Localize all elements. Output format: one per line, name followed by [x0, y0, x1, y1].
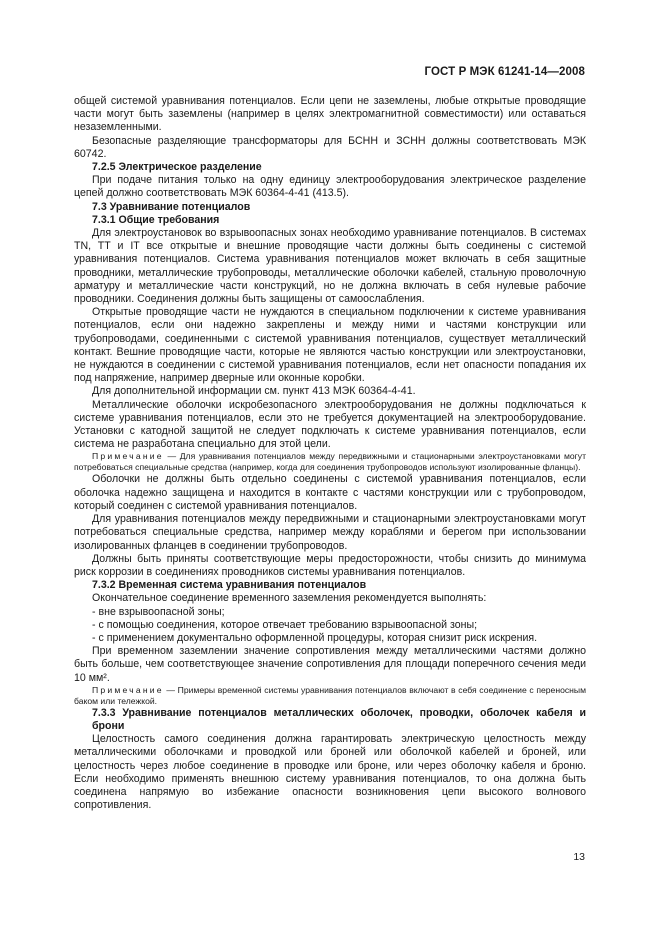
list-item: - с помощью соединения, которое отвечает требованию взрывоопасной зоны; — [92, 618, 478, 631]
section-heading-7-2-5: 7.2.5 Электрическое разделение — [92, 161, 262, 174]
paragraph: Оболочки не должны быть отдельно соединены с системой уравнивания потенциалов, если оболочка надежно защищена и находится в контакте с частями конструкции или с трубопроводом, который соединен с системой уравнивания потенциалов. — [74, 473, 586, 512]
list-item: - с применением документально оформленной процедуры, которая снизит риск искрения. — [92, 631, 538, 644]
paragraph: Для электроустановок во взрывоопасных зонах необходимо уравнивание потенциалов. В системах TN, TT и IT все открытые и внешние проводящие части должны быть соединены с системой уравнивания потенциалов. Система уравнивания потенциалов может включать в себя защитные проводники, металлические трубопроводы, металлические оболочки кабелей, стальную проволочную арматуру и металлические части конструкций, но не должна включать в себя нулевые рабочие проводники. Соединения должны быть защищены от самоослабления. — [74, 227, 586, 306]
note-2 — [74, 685, 586, 707]
section-heading-7-3: 7.3 Уравнивание потенциалов — [92, 200, 251, 213]
page-number: 13 — [573, 851, 585, 863]
note-1 — [74, 451, 586, 473]
paragraph: Целостность самого соединения должна гарантировать электрическую целостность между металлическими оболочками и проводкой или броней или оболочкой кабелей и броней, или целостность через любое соединение в проводке или броне, или через оболочку кабеля и броню. Если необходимо применять внешнюю систему уравнивания потенциалов, то она должна быть соединена напрямую во избежание опасности возникновения цепи высокого волнового сопротивления. — [74, 733, 586, 812]
paragraph: Безопасные разделяющие трансформаторы для БСНН и ЗСНН должны соответствовать МЭК 60742. — [74, 134, 586, 160]
paragraph: Окончательное соединение временного заземления рекомендуется выполнять: — [92, 592, 487, 605]
paragraph: общей системой уравнивания потенциалов. Если цепи не заземлены, любые открытые проводящие части могут быть заземлены (например в целях электромагнитной совместимости) или оставаться незаземленными. — [74, 95, 586, 134]
paragraph: Должны быть приняты соответствующие меры предосторожности, чтобы снизить до минимума риск коррозии в соединениях проводников системы уравнивания потенциалов. — [74, 552, 586, 578]
paragraph: Для дополнительной информации см. пункт 413 МЭК 60364-4-41. — [92, 385, 416, 398]
section-heading-7-3-1: 7.3.1 Общие требования — [92, 213, 220, 226]
document-body — [74, 95, 586, 812]
paragraph: При подаче питания только на одну единицу электрооборудования электрическое разделение цепей должно соответствовать МЭК 60364-4-41 (413.5). — [74, 174, 586, 200]
note-text: — Для уравнивания потенциалов между передвижными и стационарными электроустановками могут потребоваться специальные средства (например, когда для соединения трубопроводов используют изолированные фланцы). — [74, 451, 586, 473]
paragraph: Открытые проводящие части не нуждаются в специальном подключении к системе уравнивания потенциалов, если они надежно закреплены и между ними и частями конструкции или трубопроводами, соединенными с системой уравнивания потенциалов, существует металлический контакт. Вешние проводящие части, которые не являются частью конструкции или электроустановки, не нуждаются в соединении с системой уравнивания потенциалов, если нет опасности попадания их под напряжение, например дверные или оконные коробки. — [74, 306, 586, 385]
section-heading-7-3-2: 7.3.2 Временная система уравнивания потенциалов — [92, 579, 367, 592]
paragraph: Металлические оболочки искробезопасного электрооборудования не должны подключаться к системе уравнивания потенциалов, если это не требуется документацией на электрооборудование. Установки с катодной защитой не следует подключать к системе уравнивания потенциалов, если система не разработана специально для этой цели. — [74, 398, 586, 451]
paragraph: При временном заземлении значение сопротивления между металлическими частями должно быть больше, чем соответствующее значение сопротивления для площади поперечного сечения меди 10 мм². — [74, 645, 586, 684]
note-text: — Примеры временной системы уравнивания потенциалов включают в себя соединение с переносным баком или тележкой. — [74, 684, 586, 706]
paragraph: Для уравнивания потенциалов между передвижными и стационарными электроустановками могут потребоваться специальные средства, например между кораблями и берегом при использовании изолированных фланцев в соединении трубопроводов. — [74, 513, 586, 552]
section-heading-7-3-3: 7.3.3 Уравнивание потенциалов металлических оболочек, проводки, оболочек кабеля и брони — [92, 706, 586, 732]
note-label: Примечание — [92, 451, 164, 462]
list-item: - вне взрывоопасной зоны; — [92, 605, 225, 618]
document-header: ГОСТ Р МЭК 61241-14—2008 — [424, 66, 585, 78]
note-label: Примечание — [92, 684, 164, 695]
